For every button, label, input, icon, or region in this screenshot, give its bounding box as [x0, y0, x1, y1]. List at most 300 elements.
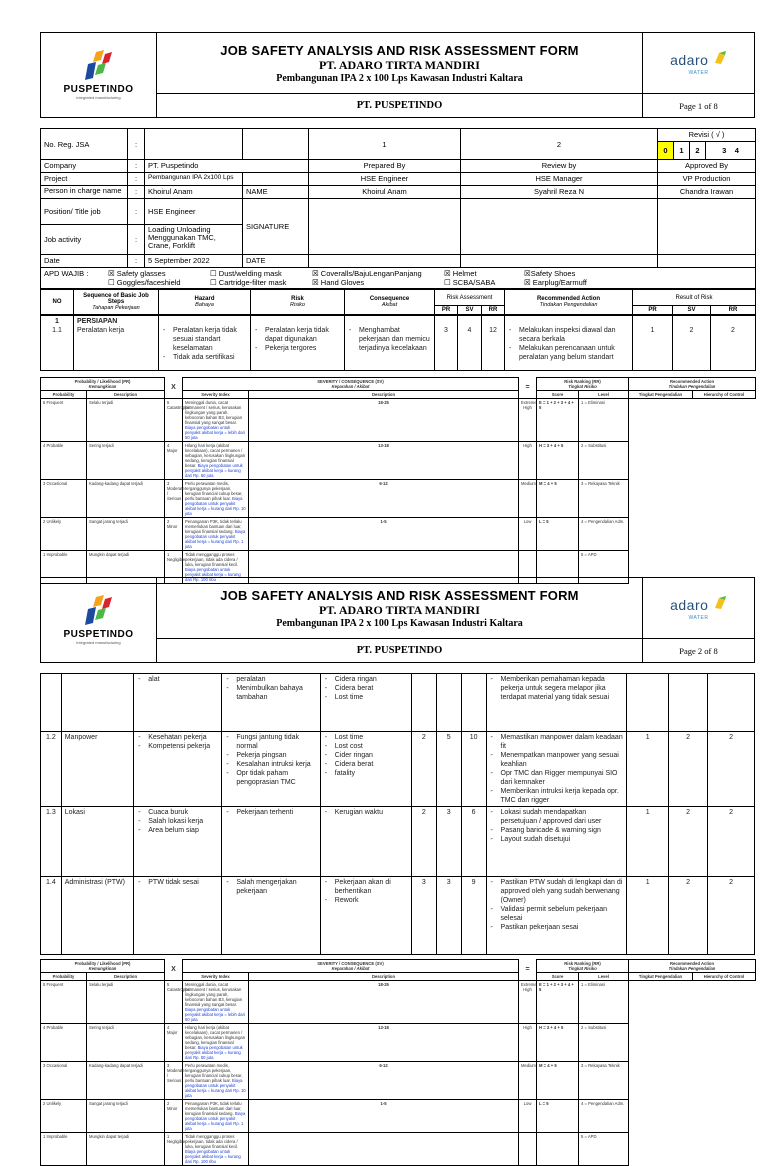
ra-title-text: Recommended Action — [669, 379, 715, 384]
col-sv-result: SV — [673, 306, 711, 315]
row-pr — [411, 674, 436, 732]
row-pr: 3 — [411, 877, 436, 955]
logo-text: PUSPETINDO — [63, 84, 134, 95]
adaro-logo — [643, 33, 755, 94]
project-title: Pembangunan IPA 2 x 100 Lps Kawasan Industri Kaltara — [276, 617, 523, 629]
apd-dust-mask[interactable]: ☐ Dust/welding mask — [210, 269, 282, 278]
apd-earplug[interactable]: ☒ Earplug/Earmuff — [524, 278, 587, 287]
list-item: - Lost cost — [324, 742, 408, 751]
page-2 — [40, 577, 755, 1166]
prob-title-it: Kemungkinan — [88, 966, 117, 971]
col-risk-it: Risiko — [290, 302, 305, 308]
rr-level: Extreme High — [519, 981, 537, 1024]
sev-value: 2 Minor — [165, 1100, 183, 1133]
position-label: Position/ Title job — [41, 199, 128, 225]
rr-score: 1-5 — [249, 1100, 519, 1133]
apd-label: APD WAJIB : — [44, 269, 89, 278]
sev-value: 5 Catastrophic — [165, 981, 183, 1024]
list-item: - Tidak ada sertifikasi — [162, 353, 247, 362]
sev-desc — [183, 1133, 249, 1166]
sev-title-it: Keparahan / Akibat — [331, 966, 370, 971]
list-item: - Memberikan intruksi kerja kepada opr. TMC dan rigger — [490, 787, 624, 805]
risk-table-page2 — [40, 673, 755, 955]
prob-desc: Sering terjadi — [87, 1024, 165, 1062]
rr-score: 18-25 — [249, 399, 519, 442]
sev-desc-cost: Biaya pengobatan untuk penyakit akibat kerja = kurang dari Rp. 50 juta — [185, 463, 243, 478]
ra-hierarchy: 5 = APD — [579, 1133, 629, 1166]
revisi-3-4[interactable] — [706, 142, 756, 160]
prob-desc: Kadang-kadang dapat terjadi — [87, 1062, 165, 1100]
rr-score: 1-5 — [249, 518, 519, 551]
sev-desc-cost: Biaya pengobatan untuk penyakit akibat kerja = kurang dari Rp. 1 juta — [185, 529, 246, 549]
apd-safety-shoes[interactable]: ☒Safety Shoes — [524, 269, 576, 278]
table-row — [41, 877, 755, 955]
rr-title-it: Tingkat Risiko — [568, 966, 597, 971]
rr-score: 6-12 — [249, 1062, 519, 1100]
date-value[interactable]: 5 September 2022 — [145, 255, 243, 268]
form-title: JOB SAFETY ANALYSIS AND RISK ASSESSMENT FORM — [220, 587, 579, 603]
sev-desc — [183, 399, 249, 442]
rr-level: High — [519, 442, 537, 480]
list-item: - Fungsi jantung tidak normal — [225, 733, 316, 751]
company-label: Company — [41, 160, 128, 173]
row-result-rr: 2 — [708, 807, 755, 877]
legend-row — [41, 442, 756, 480]
revisi-0[interactable]: 0 — [658, 142, 674, 160]
list-item: - Opr TMC dan Rigger mempunyai SIO dari kemnaker — [490, 769, 624, 787]
jsa-info-table — [40, 128, 756, 289]
row-result-rr — [708, 674, 755, 732]
list-item: - Kerugian waktu — [324, 808, 408, 817]
section-title: PERSIAPAN — [77, 318, 118, 325]
sev-title-text: SEVERITY / CONSEQUENCE (SV) — [317, 379, 384, 384]
prepared-by-label: Prepared By — [309, 160, 461, 173]
sev-desc-text: Perlu perawatan medis, terganggunya pekerjaan, kerugian financial cukup besar, perlu bantuan pihak luar. — [185, 1063, 243, 1083]
list-item: - Pekerja pingsan — [225, 751, 316, 760]
sev-desc-text: Perlu perawatan medis, terganggunya pekerjaan, kerugian financial cukup besar, perlu bantuan pihak luar. — [185, 481, 243, 501]
sev-desc-cost: Biaya pengobatan untuk penyakit akibat kerja = kurang dari Rp. 10 juta — [185, 1078, 246, 1098]
form-title: JOB SAFETY ANALYSIS AND RISK ASSESSMENT FORM — [220, 42, 579, 58]
list-item: - alat — [137, 675, 218, 684]
puspetindo-logo — [41, 33, 157, 118]
list-item: - Salah lokasi kerja — [137, 817, 218, 826]
row-hazard — [134, 877, 222, 955]
list-item: - PTW tidak sesai — [137, 878, 218, 887]
list-item: - Rework — [324, 896, 408, 905]
row-pr — [435, 316, 458, 371]
tp-col: Tingkat Pengendalian — [629, 973, 693, 981]
list-item: - Peralatan kerja tidak dapat digunakan — [254, 326, 341, 344]
prob-value: 4 Probable — [41, 1024, 87, 1062]
list-item: - Area belum siap — [137, 826, 218, 835]
col-hazard-it: Bahaya — [195, 302, 214, 308]
date-label-2: DATE — [243, 255, 309, 268]
sev-desc — [183, 1100, 249, 1133]
col-pr: PR — [435, 306, 458, 315]
legend-row — [41, 518, 756, 551]
row-result-rr-value: 2 — [731, 327, 735, 334]
rr-title-text: Risk Ranking (RR) — [564, 961, 601, 966]
adaro-logo-text: adaro — [670, 596, 709, 613]
row-rr-value: 12 — [489, 327, 497, 334]
row-step: Lokasi — [61, 807, 134, 877]
prob-value: 3 Occasional — [41, 1062, 87, 1100]
list-item: - Salah mengerjakan pekerjaan — [225, 878, 316, 896]
list-item: - Kesalahan intruksi kerja — [225, 760, 316, 769]
list-item: - Melakukan inspeksi diawal dan secara berkala — [508, 326, 629, 344]
apd-goggles[interactable]: ☐ Goggles/faceshield — [108, 278, 181, 287]
sev-desc — [183, 518, 249, 551]
approved-by-label: Approved By — [658, 160, 756, 173]
apd-helmet[interactable]: ☒ Helmet — [444, 269, 477, 278]
adaro-leaf-icon — [713, 596, 727, 610]
tp-col: Tingkat Pengendalian — [629, 391, 693, 399]
row-result-pr — [627, 674, 668, 732]
equals-sign: = — [525, 966, 530, 974]
prob-desc-col: Description — [87, 391, 165, 399]
blank-cell — [658, 255, 756, 268]
list-item: - Memastikan manpower dalam keadaan fit — [490, 733, 624, 751]
row-action — [486, 807, 627, 877]
rr-score: 13-18 — [249, 1024, 519, 1062]
revisi-3[interactable]: 3 — [722, 146, 727, 155]
row-consequence — [320, 674, 411, 732]
col-hazard-label: Hazard — [194, 296, 215, 302]
colon: : — [128, 186, 145, 199]
prepared-signature[interactable] — [309, 199, 461, 255]
puspetindo-logo-icon — [84, 50, 114, 84]
ra-title — [629, 378, 756, 391]
prob-value: 1 Improbable — [41, 1133, 87, 1166]
review-role: HSE Manager — [461, 173, 658, 186]
form-header — [40, 577, 755, 663]
project-value[interactable]: Pembangunan IPA 2x100 Lps — [145, 173, 243, 186]
score-col: Score — [537, 973, 579, 981]
ra-level: L = 5 — [537, 1100, 579, 1133]
row-risk — [222, 674, 320, 732]
adaro-logo-sub: WATER — [688, 614, 709, 621]
rr-title-text: Risk Ranking (RR) — [564, 379, 601, 384]
ra-hierarchy: 2 = Substitusi — [579, 442, 629, 480]
row-hazard — [134, 674, 222, 732]
row-step — [61, 674, 134, 732]
col-action-label: Recommended Action — [536, 296, 601, 302]
position-value[interactable]: HSE Engineer — [145, 199, 243, 225]
prob-desc-col: Description — [87, 973, 165, 981]
apd-coveralls[interactable]: ☒ Coveralls/BajuLenganPanjang — [312, 269, 422, 278]
sev-desc — [183, 480, 249, 518]
row-result-sv: 2 — [668, 807, 707, 877]
sev-desc-cost: Biaya pengobatan untuk penyakit akibat kerja = kurang dari Rp. 100 ribu — [185, 567, 241, 582]
prob-title-text: Probability / Likelihood (PR) — [74, 961, 131, 966]
row-sv — [458, 316, 482, 371]
prob-value: 5 Frequent — [41, 981, 87, 1024]
ra-level: H = 3 + 4 + 5 — [537, 442, 579, 480]
sev-desc-cost: Biaya pengobatan untuk penyakit akibat kerja = kurang dari Rp. 100 ribu — [185, 1149, 241, 1164]
sev-desc-cost: Biaya pengobatan untuk penyakit akibat kerja = lebih dari 50 juta — [185, 425, 245, 440]
sev-title — [183, 378, 519, 391]
list-item: - Lost time — [324, 733, 408, 742]
sev-desc-text: Hilang hari kerja (akibat kecelakaan), cacat permanen / sebagian, kerusakan lingkungan sedang, kerugian finansial besar. — [185, 1025, 246, 1050]
blank-cell — [243, 129, 309, 160]
col-pr-result: PR — [633, 306, 673, 315]
list-item: - Menghambat pekerjaan dan memicu terjadinya kecelakaan — [348, 326, 431, 353]
list-item: - Pekerjaan terhenti — [225, 808, 316, 817]
row-result-sv: 2 — [668, 877, 707, 955]
col-risk-assessment: Risk Assessment — [435, 290, 505, 306]
title-block — [157, 578, 643, 639]
row-no — [41, 674, 62, 732]
no-reg-value[interactable] — [145, 129, 243, 160]
row-step-value: Peralatan kerja — [77, 327, 125, 334]
col-result: Result of Risk — [633, 290, 756, 306]
risk-table-page1 — [40, 315, 756, 371]
list-item: - Opr tidak paham pengoprasian TMC — [225, 769, 316, 787]
prob-value: 3 Occasional — [41, 480, 87, 518]
apd-cartridge-mask[interactable]: ☐ Cartridge-filter mask — [210, 278, 287, 287]
colon: : — [128, 129, 145, 160]
prob-value: 2 Unlikely — [41, 518, 87, 551]
rr-score: 6-12 — [249, 480, 519, 518]
ra-level: H = 3 + 4 + 5 — [537, 1024, 579, 1062]
blank-cell — [243, 173, 309, 186]
apd-hand-gloves[interactable]: ☒ Hand Gloves — [312, 278, 365, 287]
puspetindo-logo-icon — [84, 595, 114, 629]
legend-row — [41, 1024, 756, 1062]
rr-title — [537, 960, 629, 973]
row-action — [486, 877, 627, 955]
list-item: - peralatan — [225, 675, 316, 684]
col-step — [74, 290, 159, 315]
revisi-2[interactable]: 2 — [690, 142, 706, 160]
activity-label: Job activity — [41, 225, 128, 255]
row-sv — [436, 674, 461, 732]
legend-page2 — [40, 959, 755, 1166]
list-item: - Lost time — [324, 693, 408, 702]
table-row — [41, 316, 756, 371]
review-by-label: Review by — [461, 160, 658, 173]
title-block — [157, 33, 643, 94]
colon: : — [128, 199, 145, 225]
page-number: Page 1 of 8 — [643, 94, 755, 118]
prob-col: Probability — [41, 973, 87, 981]
legend-row — [41, 981, 756, 1024]
name-label: NAME — [243, 186, 309, 199]
apd-wajib — [41, 268, 756, 289]
approved-signature[interactable] — [658, 199, 756, 255]
row-result-pr: 1 — [627, 732, 668, 807]
ra-level — [537, 1133, 579, 1166]
table-row — [41, 807, 755, 877]
sev-title-text: SEVERITY / CONSEQUENCE (SV) — [317, 961, 384, 966]
col-sv: SV — [458, 306, 482, 315]
prob-col: Probability — [41, 391, 87, 399]
colon: : — [128, 173, 145, 186]
row-rr — [461, 674, 486, 732]
sev-desc — [183, 981, 249, 1024]
list-item: - Pekerjaan akan di berhentikan — [324, 878, 408, 896]
sev-value: 1 Negligible — [165, 1133, 183, 1166]
rr-level: Low — [519, 518, 537, 551]
rr-level — [519, 1133, 537, 1166]
row-no: 1.2 — [41, 732, 62, 807]
prob-value: 5 Frequent — [41, 399, 87, 442]
prob-title-it: Kemungkinan — [88, 384, 117, 389]
row-risk — [222, 807, 320, 877]
sev-idx-col: Severity Index — [183, 391, 249, 399]
sev-value: 4 Major — [165, 442, 183, 480]
row-step: Administrasi (PTW) — [61, 877, 134, 955]
row-sv-value: 4 — [467, 327, 472, 334]
ra-level: M = 4 + 5 — [537, 1062, 579, 1100]
risk-matrix-legend — [40, 959, 756, 1166]
page-1 — [40, 32, 755, 584]
apd-safety-glasses[interactable]: ☒ Safety glasses — [108, 269, 166, 278]
ra-title-it: Tindakan Pengendalian — [668, 966, 716, 971]
list-item: - Menempatkan manpower yang sesuai keahlian — [490, 751, 624, 769]
row-result-rr — [711, 316, 756, 371]
list-item: - Pekerja tergores — [254, 344, 341, 353]
row-no: 1.4 — [41, 877, 62, 955]
revisi-4[interactable]: 4 — [734, 146, 739, 155]
sev-desc-text: Tidak mengganggu proses pekerjaan, tidak ada cidera / luka, kerugian finansial kecil. — [185, 552, 239, 567]
row-risk — [251, 316, 345, 371]
list-item: - Cider ringan — [324, 751, 408, 760]
sev-desc-text: Penanganan P3K, tidak terlalu memerlukan bantuan dari luar, kerugian finansial sedang. — [185, 519, 242, 534]
revisi-label: Revisi ( √ ) — [658, 129, 756, 142]
col-1-header: 1 — [309, 129, 461, 160]
multiply-sign: X — [171, 966, 176, 974]
person-value[interactable]: Khoirul Anam — [145, 186, 243, 199]
list-item: - fatality — [324, 769, 408, 778]
revisi-1[interactable]: 1 — [674, 142, 690, 160]
colon: : — [128, 255, 145, 268]
sev-desc-cost: Biaya pengobatan untuk penyakit akibat kerja = kurang dari Rp. 1 juta — [185, 1111, 246, 1131]
list-item: - Cidera ringan — [324, 675, 408, 684]
adaro-logo — [643, 578, 755, 639]
col-action-it: Tindakan Pengendalian — [539, 302, 598, 308]
prob-desc: Selalu terjadi — [87, 399, 165, 442]
hc-col: Hierarchy of Control — [693, 391, 756, 399]
legend-page1 — [40, 377, 755, 584]
company-value[interactable]: PT. Puspetindo — [145, 160, 309, 173]
sev-desc-cost: Biaya pengobatan untuk penyakit akibat kerja = kurang dari Rp. 50 juta — [185, 1045, 243, 1060]
review-name: Syahril Reza N — [461, 186, 658, 199]
list-item: - Lokasi sudah mendapatkan persetujuan / approved dari user — [490, 808, 624, 826]
list-item: - Cidera berat — [324, 760, 408, 769]
apd-scba[interactable]: ☐ SCBA/SABA — [444, 278, 496, 287]
contractor-name: PT. PUSPETINDO — [157, 639, 643, 663]
list-item: - Layout sudah disetujui — [490, 835, 624, 844]
list-item: - Kompetensi pekerja — [137, 742, 218, 751]
ra-level: E = 1 + 2 + 3 + 4 + 5 — [537, 399, 579, 442]
row-result-sv — [673, 316, 711, 371]
ra-hierarchy: 3 = Rekayasa Teknik — [579, 480, 629, 518]
ra-hierarchy: 4 = Pengendalian Adm. — [579, 518, 629, 551]
row-action — [486, 674, 627, 732]
ra-level: L = 5 — [537, 518, 579, 551]
person-label: Person in charge name — [41, 186, 128, 199]
row-result-pr — [633, 316, 673, 371]
sev-desc-col: Description — [249, 391, 519, 399]
row-result-pr-value: 1 — [650, 327, 655, 334]
row-result-sv: 2 — [668, 732, 707, 807]
col-hazard — [159, 290, 251, 315]
logo-text: PUSPETINDO — [63, 629, 134, 640]
ra-title-text: Recommended Action — [669, 961, 715, 966]
row-rr: 10 — [461, 732, 486, 807]
sev-desc-text: Hilang hari kerja (akibat kecelakaan), cacat permanen / sebagian, kerusakan lingkungan sedang, kerugian finansial besar. — [185, 443, 246, 468]
sev-title — [183, 960, 519, 973]
row-sv: 5 — [436, 732, 461, 807]
prob-value: 2 Unlikely — [41, 1100, 87, 1133]
col-rr-result: RR — [711, 306, 756, 315]
sev-value: 5 Catastrophic — [165, 399, 183, 442]
page-number: Page 2 of 8 — [643, 639, 755, 663]
row-hazard — [134, 732, 222, 807]
sev-value: 4 Major — [165, 1024, 183, 1062]
row-hazard — [159, 316, 251, 371]
activity-value[interactable]: Loading Unloading Menggunakan TMC, Crane, Forklift — [145, 225, 243, 255]
risk-matrix-legend — [40, 377, 756, 584]
col-2-header: 2 — [461, 129, 658, 160]
sev-title-it: Keparahan / Akibat — [331, 384, 370, 389]
sev-desc-cost: Biaya pengobatan untuk penyakit akibat kerja = kurang dari Rp. 10 juta — [185, 496, 246, 516]
col-action — [505, 290, 633, 315]
row-consequence — [320, 807, 411, 877]
approved-name: Chandra Irawan — [658, 186, 756, 199]
sev-value: 2 Minor — [165, 518, 183, 551]
rr-title — [537, 378, 629, 391]
rr-score: 13-18 — [249, 442, 519, 480]
legend-row — [41, 1062, 756, 1100]
row-no — [41, 316, 74, 371]
col-step-label: Sequence of Basic Job Steps — [83, 293, 149, 305]
signature-label: SIGNATURE — [243, 199, 309, 255]
prob-desc: Mungkin dapat terjadi — [87, 1133, 165, 1166]
equals-sign: = — [525, 384, 530, 392]
table-row — [41, 732, 755, 807]
row-hazard — [134, 807, 222, 877]
hc-col: Hierarchy of Control — [693, 973, 756, 981]
row-rr: 9 — [461, 877, 486, 955]
legend-row — [41, 480, 756, 518]
list-item: - Melakukan perencanaan untuk peralatan yang belum standart — [508, 344, 629, 362]
review-signature[interactable] — [461, 199, 658, 255]
prob-title — [41, 378, 165, 391]
sev-desc-text: Meninggal dunia, cacat permanent / serius, kerusakan lingkungan yang parah, kebocoran bahan B3, kerugian finansial yang sangat besar. — [185, 982, 243, 1007]
ra-hierarchy: 2 = Substitusi — [579, 1024, 629, 1062]
ra-hierarchy: 4 = Pengendalian Adm. — [579, 1100, 629, 1133]
col-risk — [251, 290, 345, 315]
sev-desc — [183, 1024, 249, 1062]
ra-hierarchy: 1 = Eliminasi — [579, 399, 629, 442]
row-pr-value: 3 — [444, 327, 448, 334]
level-col: Level — [579, 391, 629, 399]
company-title: PT. ADARO TIRTA MANDIRI — [319, 57, 480, 72]
ra-level: E = 1 + 2 + 3 + 4 + 5 — [537, 981, 579, 1024]
prepared-role: HSE Engineer — [309, 173, 461, 186]
legend-row — [41, 1100, 756, 1133]
contractor-name: PT. PUSPETINDO — [157, 94, 643, 118]
sev-desc — [183, 1062, 249, 1100]
legend-row — [41, 1133, 756, 1166]
row-consequence — [345, 316, 435, 371]
section-no: 1 — [55, 318, 59, 325]
puspetindo-logo — [41, 578, 157, 663]
rr-level: High — [519, 1024, 537, 1062]
sev-value: 3 Moderate / Serious — [165, 480, 183, 518]
